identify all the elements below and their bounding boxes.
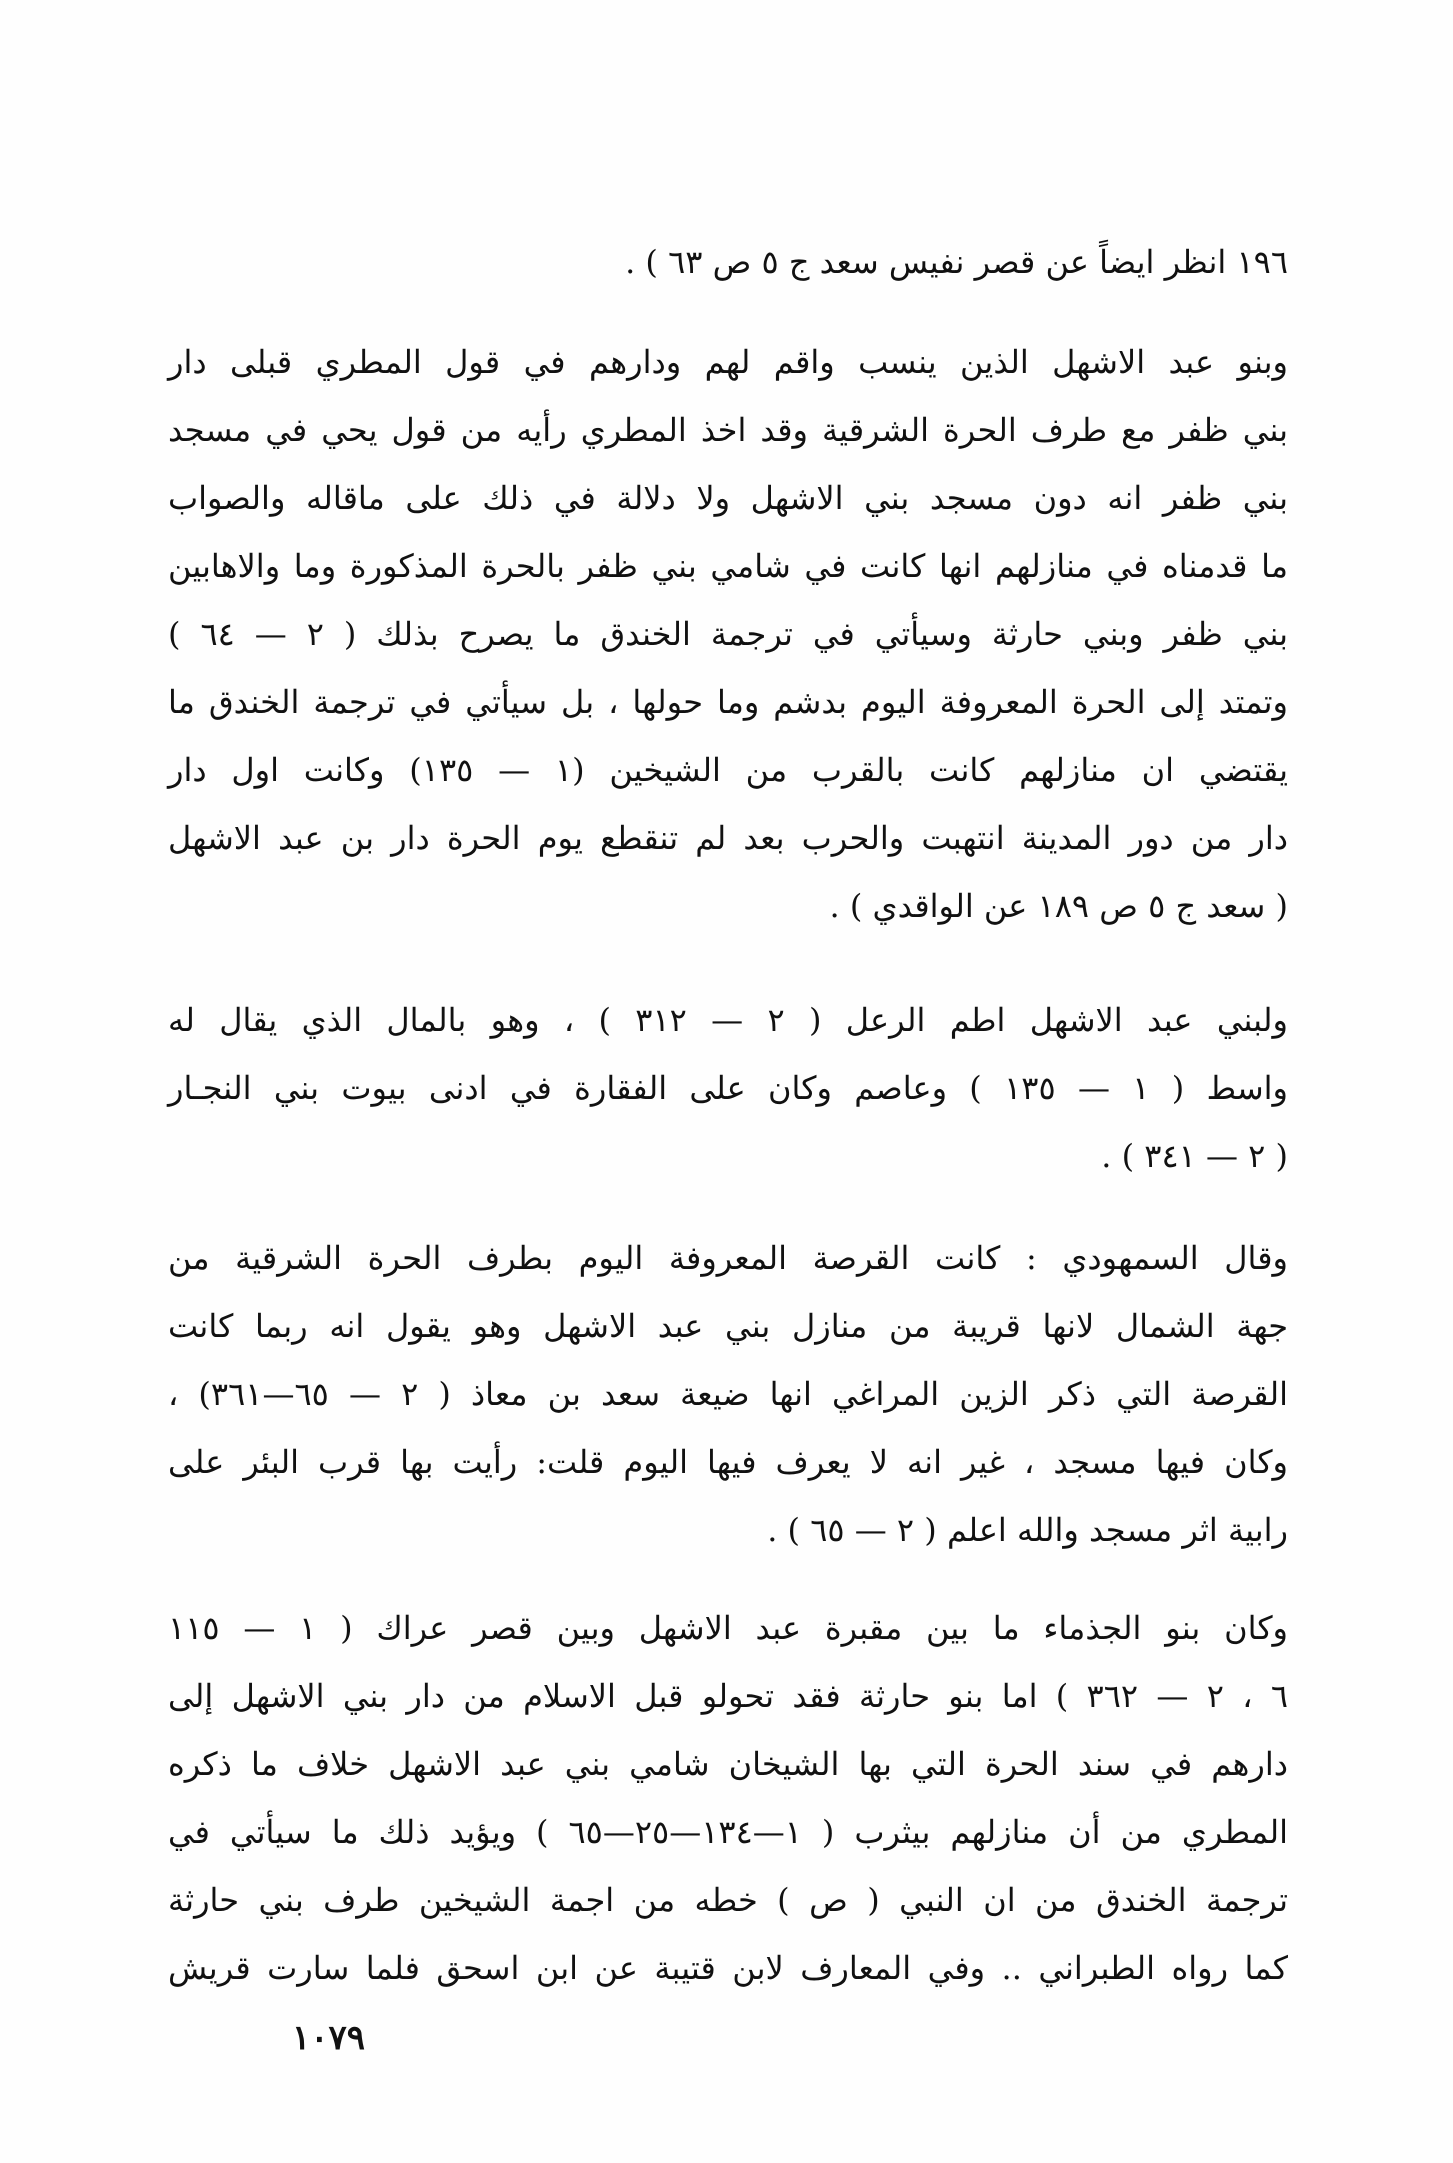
text-line: ( سعد ج ٥ ص ١٨٩ عن الواقدي ) . <box>829 887 1288 925</box>
reference-line-block <box>168 228 1288 296</box>
text-line: رابية اثر مسجد والله اعلم ( ٢ — ٦٥ ) . <box>767 1511 1288 1549</box>
text-line: كما رواه الطبراني .. وفي المعارف لابن قتيبة عن ابن اسحق فلما سارت قريش <box>168 1949 1288 1987</box>
text-line: وتمتد إلى الحرة المعروفة اليوم بدشم وما حولها ، بل سيأتي في ترجمة الخندق ما <box>168 683 1288 721</box>
paragraph-4 <box>168 1594 1288 2002</box>
text-line: يقتضي ان منازلهم كانت بالقرب من الشيخين (١ — ١٣٥) وكانت اول دار <box>168 751 1289 789</box>
text-line: بني ظفر مع طرف الحرة الشرقية وقد اخذ المطري رأيه من قول يحي في مسجد <box>168 411 1288 449</box>
text-line: المطري من أن منازلهم بيثرب ( ١—١٣٤—٢٥—٦٥ ) ويؤيد ذلك ما سيأتي في <box>168 1813 1288 1851</box>
text-line: بني ظفر وبني حارثة وسيأتي في ترجمة الخندق ما يصرح بذلك ( ٢ — ٦٤ ) <box>168 615 1289 653</box>
text-line: واسط ( ١ — ١٣٥ ) وعاصم وكان على الفقارة في ادنى بيوت بني النجـار <box>168 1069 1289 1107</box>
text-line: دار من دور المدينة انتهبت والحرب بعد لم تنقطع يوم الحرة دار بن عبد الاشهل <box>168 819 1288 857</box>
text-line: ( ٢ — ٣٤١ ) . <box>1101 1137 1288 1175</box>
text-line: وبنو عبد الاشهل الذين ينسب واقم لهم ودارهم في قول المطري قبلى دار <box>168 343 1288 381</box>
paragraph-2 <box>168 986 1288 1190</box>
text-line: وكان بنو الجذماء ما بين مقبرة عبد الاشهل وبين قصر عراك ( ١ — ١١٥ <box>168 1609 1289 1647</box>
text-line: وقال السمهودي : كانت القرصة المعروفة اليوم بطرف الحرة الشرقية من <box>168 1239 1289 1277</box>
text-line: ولبني عبد الاشهل اطم الرعل ( ٢ — ٣١٢ ) ، وهو بالمال الذي يقال له <box>168 1001 1289 1039</box>
text-line: وكان فيها مسجد ، غير انه لا يعرف فيها اليوم قلت: رأيت بها قرب البئر على <box>168 1443 1289 1481</box>
text-line: بني ظفر انه دون مسجد بني الاشهل ولا دلالة في ذلك على ماقاله والصواب <box>168 479 1288 517</box>
text-line: ٦ ، ٢ — ٣٦٢ ) اما بنو حارثة فقد تحولو قبل الاسلام من دار بني الاشهل إلى <box>168 1677 1288 1715</box>
paragraph-1 <box>168 328 1288 940</box>
text-line: ترجمة الخندق من ان النبي ( ص ) خطه من اجمة الشيخين طرف بني حارثة <box>168 1881 1288 1919</box>
text-line: جهة الشمال لانها قريبة من منازل بني عبد الاشهل وهو يقول انه ربما كانت <box>168 1307 1288 1345</box>
text-line: ما قدمناه في منازلهم انها كانت في شامي بني ظفر بالحرة المذكورة وما والاهابين <box>168 547 1289 585</box>
reference-line: ١٩٦ انظر ايضاً عن قصر نفيس سعد ج ٥ ص ٦٣ ) . <box>625 243 1288 281</box>
text-line: القرصة التي ذكر الزين المراغي انها ضيعة سعد بن معاذ ( ٢ — ٦٥—٣٦١) ، <box>168 1375 1289 1413</box>
page-number: ١٠٧٩ <box>292 2018 366 2058</box>
text-line: دارهم في سند الحرة التي بها الشيخان شامي بني عبد الاشهل خلاف ما ذكره <box>168 1745 1288 1783</box>
paragraph-3 <box>168 1224 1288 1564</box>
